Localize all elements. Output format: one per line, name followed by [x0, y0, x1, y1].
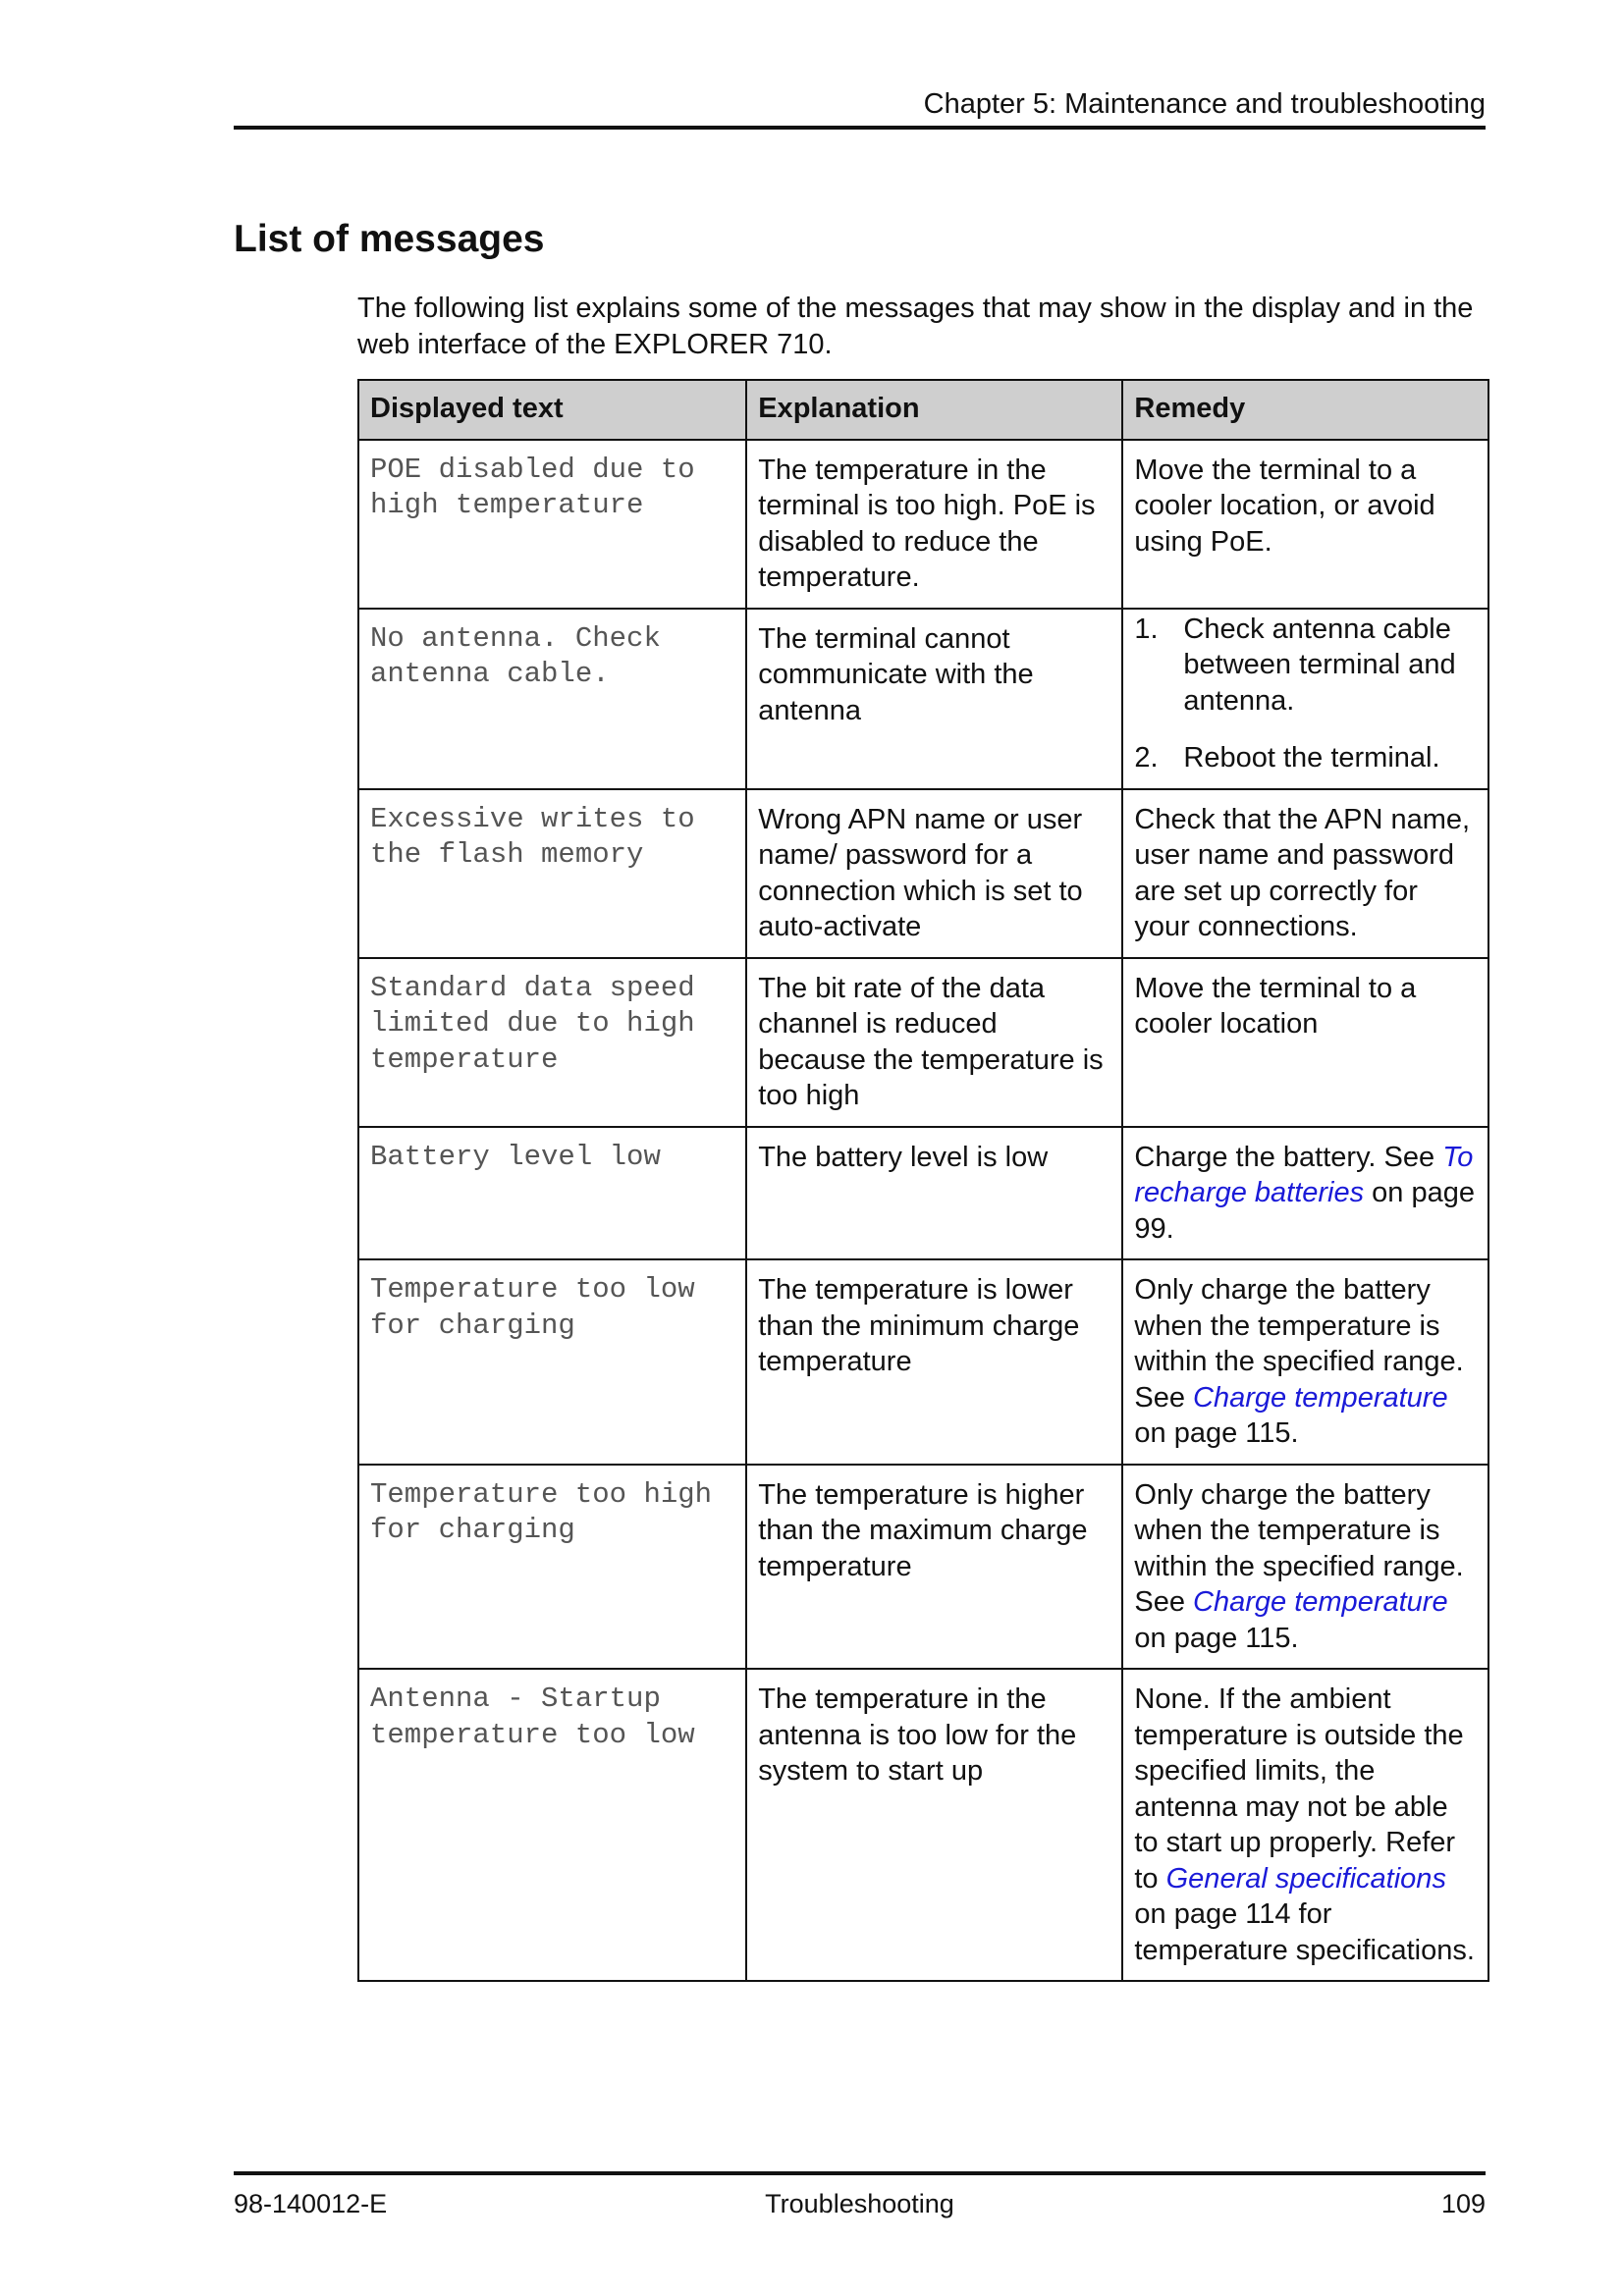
explanation-cell: The terminal cannot communicate with the antenna — [746, 609, 1122, 789]
charge-temperature-link[interactable]: Charge temperature — [1193, 1381, 1448, 1414]
intro-paragraph: The following list explains some of the messages that may show in the display and in the web interface of the EXPLORER 710. — [357, 293, 1474, 360]
table-row — [358, 1127, 1488, 1260]
section-title: List of messages — [234, 218, 545, 260]
remedy-text: on page 115. — [1134, 1622, 1299, 1654]
explanation-cell: The temperature is higher than the maximum charge temperature — [746, 1465, 1122, 1670]
remedy-text: Charge the battery. See — [1134, 1141, 1443, 1173]
step-number: 2. — [1134, 742, 1159, 774]
displayed-text-cell: Battery level low — [358, 1127, 746, 1260]
displayed-text-cell: POE disabled due to high temperature — [358, 440, 746, 609]
column-header-remedy: Remedy — [1122, 380, 1488, 440]
chapter-header — [234, 86, 1486, 130]
remedy-cell — [1122, 1259, 1488, 1465]
page-number: 109 — [1440, 2189, 1486, 2218]
remedy-cell — [1122, 609, 1488, 789]
displayed-text-cell: Antenna - Startup temperature too low — [358, 1669, 746, 1981]
explanation-cell: The temperature in the antenna is too low for the system to start up — [746, 1669, 1122, 1981]
list-item — [1134, 740, 1478, 776]
remedy-text: Only charge the battery when the temperature is within the specified range. See — [1134, 1478, 1464, 1618]
chapter-title: Chapter 5: Maintenance and troubleshooting — [923, 88, 1486, 120]
column-header-explanation: Explanation — [746, 380, 1122, 440]
displayed-text-cell: No antenna. Check antenna cable. — [358, 609, 746, 789]
table-row — [358, 789, 1488, 958]
remedy-cell — [1122, 1127, 1488, 1260]
table-header-row — [358, 380, 1488, 440]
general-specifications-link[interactable]: General specifications — [1165, 1862, 1446, 1895]
step-number: 1. — [1134, 613, 1159, 645]
recharge-batteries-link[interactable]: To recharge batteries — [1134, 1141, 1474, 1208]
step-text: Reboot the terminal. — [1183, 742, 1440, 774]
table-row — [358, 1465, 1488, 1670]
remedy-text: on page 114 for temperature specifications. — [1134, 1898, 1475, 1966]
table-row — [358, 609, 1488, 789]
displayed-text-cell: Temperature too high for charging — [358, 1465, 746, 1670]
explanation-cell: The temperature is lower than the minimum charge temperature — [746, 1259, 1122, 1465]
step-text: Check antenna cable between terminal and antenna. — [1183, 613, 1456, 717]
list-item — [1134, 612, 1478, 720]
remedy-cell — [1122, 1669, 1488, 1981]
column-header-displayed-text: Displayed text — [358, 380, 746, 440]
displayed-text-cell: Excessive writes to the flash memory — [358, 789, 746, 958]
table-row — [358, 440, 1488, 609]
remedy-text: Only charge the battery when the temperature is within the specified range. See — [1134, 1274, 1464, 1414]
remedy-text: None. If the ambient temperature is outside the specified limits, the antenna may not be able to start up properly. Refer to — [1134, 1683, 1464, 1895]
displayed-text-cell: Standard data speed limited due to high temperature — [358, 958, 746, 1127]
displayed-text-cell: Temperature too low for charging — [358, 1259, 746, 1465]
remedy-cell — [1122, 1465, 1488, 1670]
remedy-cell: Check that the APN name, user name and password are set up correctly for your connections. — [1122, 789, 1488, 958]
table-row — [358, 1259, 1488, 1465]
footer-section: Troubleshooting — [765, 2189, 954, 2218]
explanation-cell: The bit rate of the data channel is reduced because the temperature is too high — [746, 958, 1122, 1127]
explanation-cell: Wrong APN name or user name/ password for a connection which is set to auto-activate — [746, 789, 1122, 958]
remedy-text: on page 115. — [1134, 1417, 1299, 1449]
page-footer — [234, 2171, 1486, 2218]
remedy-steps — [1134, 612, 1478, 776]
explanation-cell: The battery level is low — [746, 1127, 1122, 1260]
table-row — [358, 958, 1488, 1127]
messages-table — [357, 379, 1489, 1982]
remedy-cell: Move the terminal to a cooler location — [1122, 958, 1488, 1127]
table-row — [358, 1669, 1488, 1981]
document-number: 98-140012-E — [234, 2189, 388, 2218]
remedy-cell: Move the terminal to a cooler location, or avoid using PoE. — [1122, 440, 1488, 609]
remedy-text: on page 99. — [1134, 1177, 1476, 1245]
charge-temperature-link[interactable]: Charge temperature — [1193, 1586, 1448, 1618]
explanation-cell: The temperature in the terminal is too high. PoE is disabled to reduce the temperature. — [746, 440, 1122, 609]
